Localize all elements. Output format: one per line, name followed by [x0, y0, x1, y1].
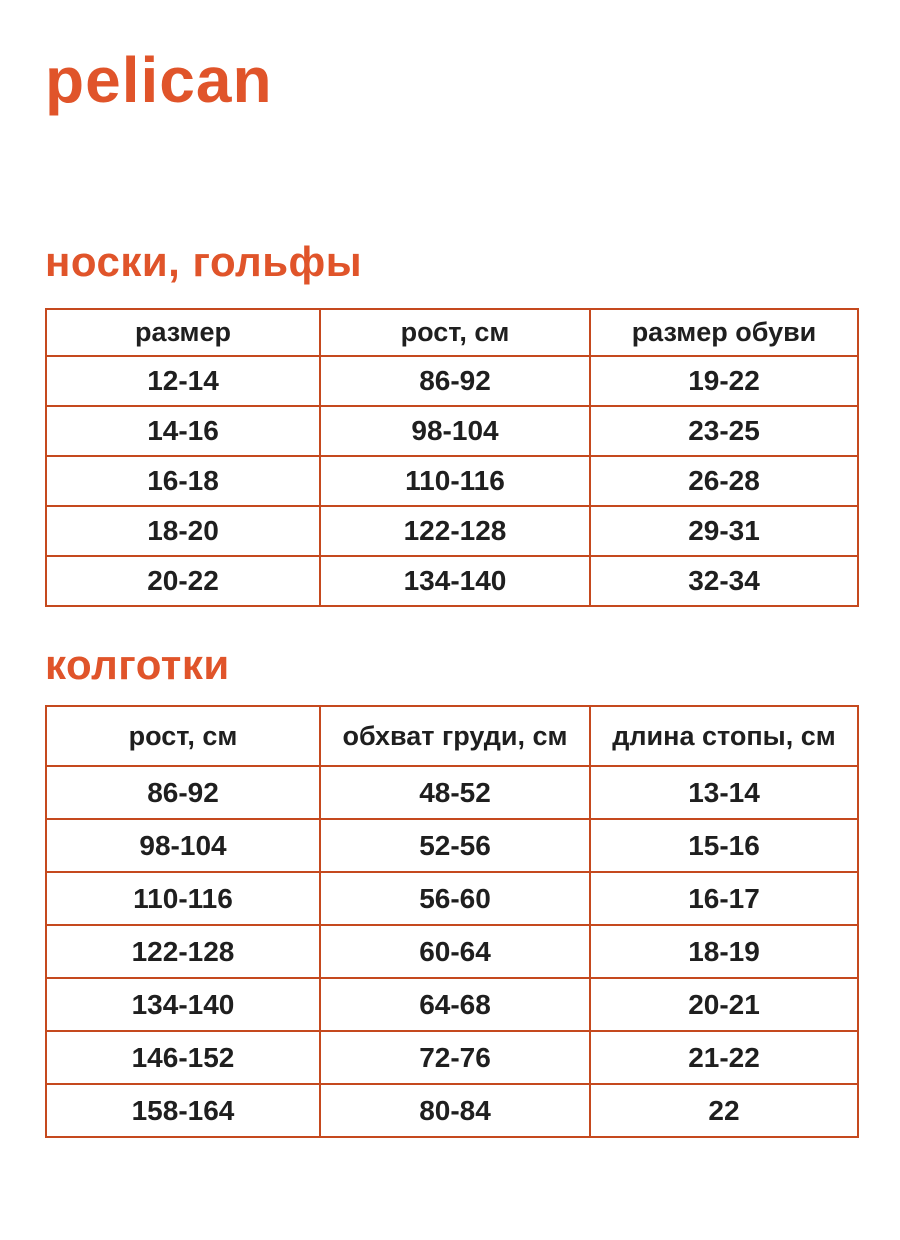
- table-cell: 16-17: [589, 871, 857, 924]
- table-row: [47, 818, 857, 871]
- column-header: рост, см: [319, 310, 589, 355]
- section-socks: [0, 238, 900, 607]
- brand-logo: pelican: [45, 44, 273, 116]
- table-cell: 110-116: [319, 455, 589, 505]
- table-cell: 122-128: [319, 505, 589, 555]
- table-cell: 110-116: [47, 871, 319, 924]
- table-cell: 86-92: [319, 355, 589, 405]
- table-body: [47, 355, 857, 605]
- section-tights: [0, 641, 900, 1138]
- column-header: длина стопы, см: [589, 707, 857, 765]
- table-cell: 32-34: [589, 555, 857, 605]
- table-cell: 22: [589, 1083, 857, 1136]
- table-head: [47, 707, 857, 765]
- size-chart-page: [0, 40, 900, 1240]
- column-header: размер: [134, 317, 232, 347]
- table-cell: 98-104: [319, 405, 589, 455]
- table-cell: 86-92: [47, 765, 319, 818]
- table-cell: 158-164: [47, 1083, 319, 1136]
- table-row: [47, 977, 857, 1030]
- table-cell: 16-18: [47, 455, 319, 505]
- table-cell: 64-68: [319, 977, 589, 1030]
- table-cell: 80-84: [319, 1083, 589, 1136]
- table-cell: 18-19: [589, 924, 857, 977]
- section-title-tights: колготки: [45, 641, 230, 688]
- table-cell: 12-14: [47, 355, 319, 405]
- table-row: [47, 765, 857, 818]
- table-cell: 13-14: [589, 765, 857, 818]
- table-cell: 134-140: [319, 555, 589, 605]
- table-cell: 18-20: [47, 505, 319, 555]
- table-row: [47, 555, 857, 605]
- table-cell: 29-31: [589, 505, 857, 555]
- table-cell: 56-60: [319, 871, 589, 924]
- tights-size-table: [45, 705, 859, 1138]
- table-row: [47, 455, 857, 505]
- table-cell: 134-140: [47, 977, 319, 1030]
- table-cell: 60-64: [319, 924, 589, 977]
- table-row: [47, 355, 857, 405]
- table-cell: 52-56: [319, 818, 589, 871]
- column-header: размер обуви: [589, 310, 857, 355]
- table-header-row: [47, 310, 857, 355]
- socks-size-table: [45, 308, 859, 607]
- table-cell: 48-52: [319, 765, 589, 818]
- table-row: [47, 1083, 857, 1136]
- table-head: [47, 310, 857, 355]
- table-row: [47, 924, 857, 977]
- column-header: рост, см: [128, 720, 238, 751]
- table-body: [47, 765, 857, 1136]
- table-cell: 26-28: [589, 455, 857, 505]
- table-row: [47, 505, 857, 555]
- table-row: [47, 1030, 857, 1083]
- section-title-socks: носки, гольфы: [45, 238, 363, 285]
- table-cell: 122-128: [47, 924, 319, 977]
- table-cell: 19-22: [589, 355, 857, 405]
- table-cell: 21-22: [589, 1030, 857, 1083]
- table-cell: 15-16: [589, 818, 857, 871]
- column-header: обхват груди, см: [319, 707, 589, 765]
- table-cell: 72-76: [319, 1030, 589, 1083]
- table-header-row: [47, 707, 857, 765]
- table-cell: 98-104: [47, 818, 319, 871]
- table-row: [47, 405, 857, 455]
- table-cell: 23-25: [589, 405, 857, 455]
- table-cell: 20-21: [589, 977, 857, 1030]
- table-cell: 146-152: [47, 1030, 319, 1083]
- table-cell: 14-16: [47, 405, 319, 455]
- table-cell: 20-22: [47, 555, 319, 605]
- table-row: [47, 871, 857, 924]
